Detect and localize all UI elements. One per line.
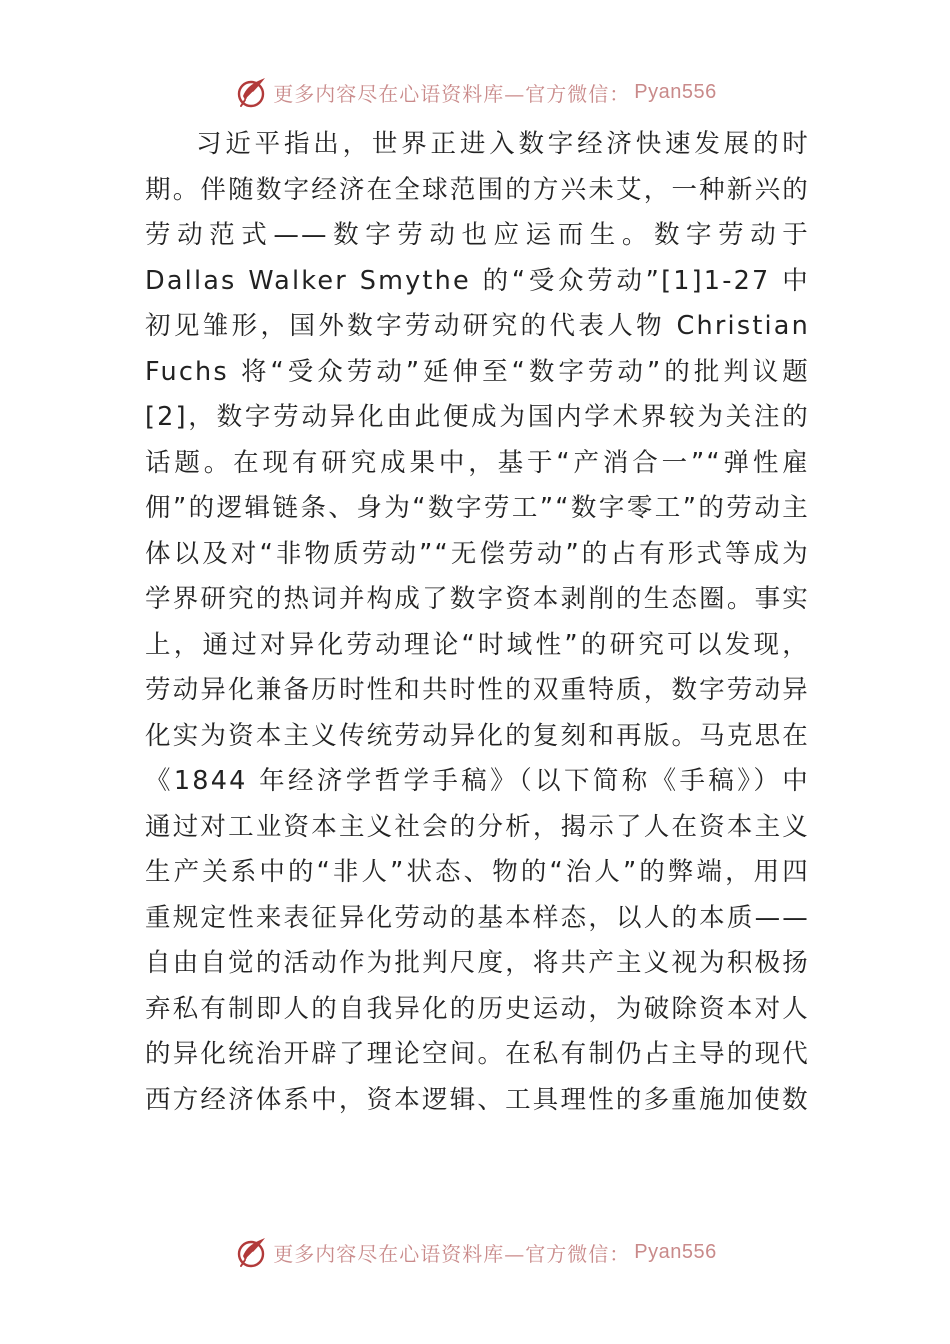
watermark-wechat-id: Pyan556 [634,80,717,103]
watermark-text: 更多内容尽在心语资料库—官方微信： [273,81,631,106]
header-watermark [0,70,950,114]
body-paragraph: 习近平指出，世界正进入数字经济快速发展的时期。伴随数字经济在全球范围的方兴未艾，一种新兴的劳动范式——数字劳动也应运而生。数字劳动于Dallas Walker Smythe 的“受众劳动”[1]1-27 中初见雏形，国外数字劳动研究的代表人物 Christian Fuchs 将“受众劳动”延伸至“数字劳动”的批判议题[2]，数字劳动异化由此便成为国内学术界较为关注的话题。在现有研究成果中，基于“产消合一”“弹性雇佣”的逻辑链条、身为“数字劳工”“数字零工”的劳动主体以及对“非物质劳动”“无偿劳动”的占有形式等成为学界研究的热词并构成了数字资本剥削的生态圈。事实上，通过对异化劳动理论“时域性”的研究可以发现，劳动异化兼备历时性和共时性的双重特质，数字劳动异化实为资本主义传统劳动异化的复刻和再版。马克思在《1844 年经济学哲学手稿》（以下简称《手稿》）中通过对工业资本主义社会的分析，揭示了人在资本主义生产关系中的“非人”状态、物的“治人”的弊端，用四重规定性来表征异化劳动的基本样态，以人的本质——自由自觉的活动作为批判尺度，将共产主义视为积极扬弃私有制即人的自我异化的历史运动，为破除资本对人的异化统治开辟了理论空间。在私有制仍占主导的现代西方经济体系中，资本逻辑、工具理性的多重施加使数 [145,129,810,1115]
quill-heart-logo-icon [233,74,269,110]
footer-watermark [0,1230,950,1274]
watermark-wechat-id: Pyan556 [634,1240,717,1263]
watermark-text: 更多内容尽在心语资料库—官方微信： [273,1241,631,1266]
quill-heart-logo-icon [233,1234,269,1270]
